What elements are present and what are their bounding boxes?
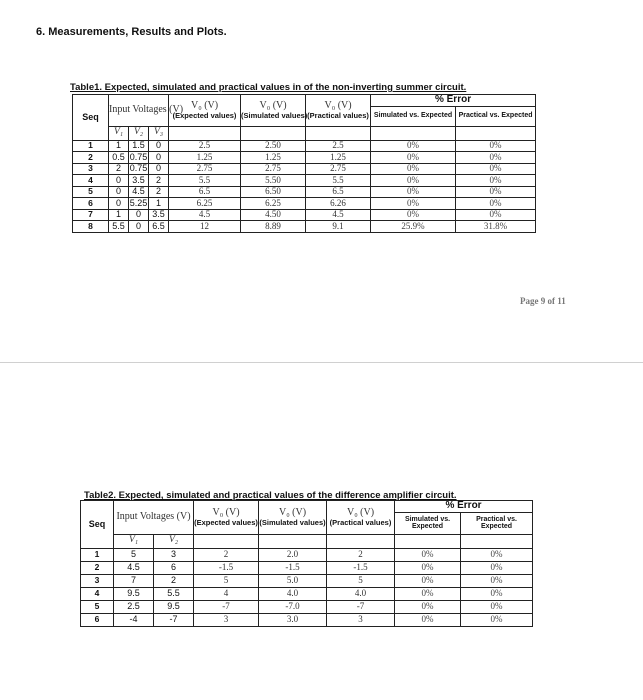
table2-v2-header: V₂ [154,534,194,548]
sim-error-cell: 0% [371,140,456,152]
v1-cell: 0 [109,198,129,210]
sim-error-cell: 25.9% [371,221,456,233]
table2-caption: Table2. Expected, simulated and practical values of the difference amplifier circuit. [84,490,457,501]
v1-cell: 5 [114,548,154,561]
table1-practical-header: V₀ (V) (Practical values) [306,95,371,127]
v2-cell: 3 [154,548,194,561]
v3-cell: 0 [149,140,169,152]
table-row [81,548,533,561]
seq-cell: 2 [73,152,109,164]
expected-cell: 4 [194,587,259,600]
table2-prac-vs-exp-header: Practical vs. Expected [461,512,533,534]
prac-error-cell: 0% [461,613,533,626]
simulated-cell: 6.50 [241,186,306,198]
v1-cell: 4.5 [114,561,154,574]
sim-error-cell: 0% [371,163,456,175]
v1-cell: 2.5 [114,600,154,613]
v2-cell: 5.25 [129,197,148,208]
table-row [73,175,536,187]
sim-error-cell: 0% [395,561,461,574]
sim-error-cell: 0% [371,175,456,187]
table2-input-voltages-header: Input Voltages (V) [114,501,194,535]
table-row [73,152,536,164]
table1 [72,94,536,233]
v2-cell: 5.5 [154,587,194,600]
practical-cell: -1.5 [327,561,395,574]
v1-cell: 1 [109,140,129,152]
expected-cell: -7 [194,600,259,613]
simulated-cell: 4.0 [259,587,327,600]
seq-cell: 4 [73,175,109,187]
v3-cell: 0 [149,152,169,164]
table1-error-header: % Error [371,95,536,107]
table2-expected-header: V₀ (V) (Expected values) [194,501,259,535]
table-row [73,163,536,175]
seq-cell: 7 [73,209,109,221]
v2-cell: 6 [154,561,194,574]
simulated-cell: -7.0 [259,600,327,613]
table2-sim-vs-exp-header: Simulated vs. Expected [395,512,461,534]
table1-caption: Table1. Expected, simulated and practical values in of the non-inverting summer circuit. [70,82,467,93]
v2-cell: 0.75 [129,151,148,162]
practical-cell: 6.5 [306,186,371,198]
v2-cell: 0 [129,221,149,233]
table1-prac-vs-exp-header: Practical vs. Expected [456,106,536,126]
practical-cell: 1.25 [306,152,371,164]
prac-error-cell: 0% [456,163,536,175]
table-row [81,600,533,613]
prac-error-cell: 0% [461,548,533,561]
practical-cell: 5 [327,574,395,587]
practical-cell: 3 [327,613,395,626]
table1-v1-header: V₁ [109,126,129,140]
simulated-cell: 5.50 [241,175,306,187]
table2-v1-header: V₁ [114,534,154,548]
expected-cell: 2.75 [169,163,241,175]
expected-cell: 3 [194,613,259,626]
expected-cell: 2 [194,548,259,561]
v2-cell: 0 [129,209,149,221]
seq-cell: 2 [81,561,114,574]
sim-error-cell: 0% [395,574,461,587]
table-row [73,209,536,221]
prac-error-cell: 0% [461,561,533,574]
table1-expected-header: V₀ (V) (Expected values) [169,95,241,127]
v2-cell: -7 [154,613,194,626]
sim-error-cell: 0% [371,186,456,198]
simulated-cell: 4.50 [241,209,306,221]
seq-cell: 8 [73,221,109,233]
expected-cell: 5 [194,574,259,587]
v1-cell: 0 [109,175,129,187]
v2-cell: 0.75 [129,163,148,174]
seq-cell: 1 [81,548,114,561]
expected-cell: 1.25 [169,152,241,164]
v2-cell: 3.5 [129,175,149,187]
v3-cell: 6.5 [149,221,169,233]
simulated-cell: 5.0 [259,574,327,587]
expected-cell: -1.5 [194,561,259,574]
table1-v2-header: V₂ [129,126,149,140]
prac-error-cell: 0% [456,198,536,210]
simulated-cell: 1.25 [241,152,306,164]
seq-cell: 3 [81,574,114,587]
practical-cell: 9.1 [306,221,371,233]
page-divider [0,362,643,363]
practical-cell: 2 [327,548,395,561]
v2-cell: 1.5 [129,140,149,152]
prac-error-cell: 0% [461,574,533,587]
practical-cell: 2.5 [306,140,371,152]
simulated-cell: 8.89 [241,221,306,233]
v1-cell: 2 [109,163,129,175]
table-row [73,186,536,198]
v3-cell: 2 [149,186,169,198]
table1-simulated-header: V₀ (V) (Simulated values) [241,95,306,127]
practical-cell: 5.5 [306,175,371,187]
table-row [73,198,536,210]
table1-v3-header: V₃ [149,126,169,140]
v1-cell: 9.5 [114,587,154,600]
v2-cell: 2 [154,574,194,587]
seq-cell: 1 [73,140,109,152]
table1-input-voltages-header: Input Voltages (V) [109,95,169,127]
table-row [81,587,533,600]
seq-cell: 5 [73,186,109,198]
seq-cell: 6 [81,613,114,626]
v3-cell: 3.5 [149,209,169,221]
prac-error-cell: 0% [456,140,536,152]
table2-practical-header: V₀ (V) (Practical values) [327,501,395,535]
v3-cell: 2 [149,175,169,187]
v1-cell: 5.5 [109,221,129,233]
v1-cell: 0 [109,186,129,198]
prac-error-cell: 31.8% [456,221,536,233]
prac-error-cell: 0% [456,186,536,198]
practical-cell: 6.26 [306,198,371,210]
table-row [73,221,536,233]
expected-cell: 6.25 [169,198,241,210]
table-row [73,140,536,152]
table2-seq-header: Seq [81,501,114,549]
table1-seq-header: Seq [73,95,109,141]
sim-error-cell: 0% [395,613,461,626]
table2-simulated-header: V₀ (V) (Simulated values) [259,501,327,535]
seq-cell: 6 [73,198,109,210]
page-number: Page 9 of 11 [520,296,566,306]
v1-cell: 0.5 [109,152,129,164]
seq-cell: 4 [81,587,114,600]
sim-error-cell: 0% [371,198,456,210]
expected-cell: 6.5 [169,186,241,198]
table-row [81,561,533,574]
v1-cell: -4 [114,613,154,626]
seq-cell: 5 [81,600,114,613]
simulated-cell: 2.75 [241,163,306,175]
sim-error-cell: 0% [395,600,461,613]
sim-error-cell: 0% [371,209,456,221]
v2-cell: 9.5 [154,600,194,613]
expected-cell: 2.5 [169,140,241,152]
table2-error-header: % Error [395,501,533,513]
prac-error-cell: 0% [456,152,536,164]
prac-error-cell: 0% [456,209,536,221]
expected-cell: 4.5 [169,209,241,221]
v2-cell: 4.5 [129,186,149,198]
prac-error-cell: 0% [456,175,536,187]
v3-cell: 1 [149,198,169,210]
table-row [81,613,533,626]
simulated-cell: 2.50 [241,140,306,152]
practical-cell: 4.0 [327,587,395,600]
v1-cell: 7 [114,574,154,587]
v1-cell: 1 [109,209,129,221]
expected-cell: 12 [169,221,241,233]
simulated-cell: 6.25 [241,198,306,210]
simulated-cell: 3.0 [259,613,327,626]
prac-error-cell: 0% [461,587,533,600]
sim-error-cell: 0% [371,152,456,164]
sim-error-cell: 0% [395,548,461,561]
prac-error-cell: 0% [461,600,533,613]
practical-cell: -7 [327,600,395,613]
table1-sim-vs-exp-header: Simulated vs. Expected [371,106,456,126]
section-heading: 6. Measurements, Results and Plots. [36,26,227,38]
sim-error-cell: 0% [395,587,461,600]
practical-cell: 4.5 [306,209,371,221]
v3-cell: 0 [149,163,169,175]
practical-cell: 2.75 [306,163,371,175]
simulated-cell: 2.0 [259,548,327,561]
seq-cell: 3 [73,163,109,175]
simulated-cell: -1.5 [259,561,327,574]
expected-cell: 5.5 [169,175,241,187]
table2 [80,500,533,627]
table-row [81,574,533,587]
